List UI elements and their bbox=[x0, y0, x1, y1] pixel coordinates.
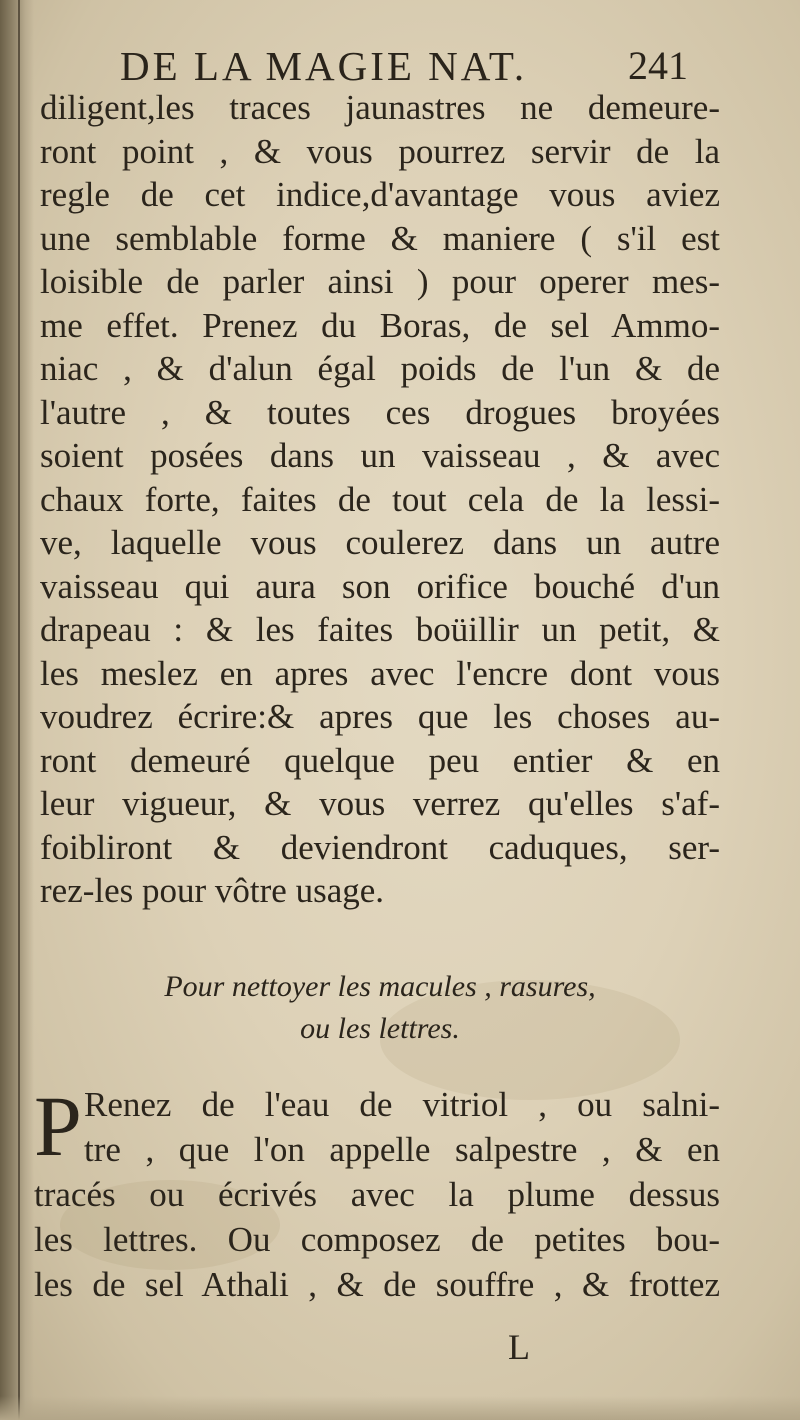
text-line: vaisseau qui aura son orifice bouché d'un bbox=[40, 566, 720, 606]
text-line: voudrez écrire:& apres que les choses au- bbox=[40, 697, 720, 736]
text-line: tre , que l'on appelle salpestre , & en bbox=[84, 1130, 720, 1169]
page-number: 241 bbox=[628, 43, 688, 88]
text-line: Renez de l'eau de vitriol , ou salni- bbox=[84, 1085, 720, 1124]
text-line: rez-les pour vôtre usage. bbox=[40, 871, 385, 910]
text-line: les meslez en apres avec l'encre dont vous bbox=[40, 653, 720, 693]
text-line: tracés ou écrivés avec la plume dessus bbox=[34, 1175, 720, 1214]
text-line: les de sel Athali , & de souffre , & frottez bbox=[34, 1265, 720, 1304]
text-line: diligent,les traces jaunastres ne demeure- bbox=[40, 88, 720, 127]
text-line: les lettres. Ou composez de petites bou- bbox=[34, 1220, 720, 1259]
text-line: chaux forte, faites de tout cela de la lessi- bbox=[40, 479, 720, 519]
text-line: foibliront & deviendront caduques, ser- bbox=[40, 827, 720, 867]
text-line: niac , & d'alun égal poids de l'un & de bbox=[40, 349, 720, 388]
section-heading bbox=[40, 966, 720, 1050]
text-line: leur vigueur, & vous verrez qu'elles s'af- bbox=[40, 784, 720, 823]
page-gutter bbox=[0, 0, 34, 1420]
text-line: drapeau : & les faites boüillir un petit, & bbox=[40, 610, 720, 649]
running-head: DE LA MAGIE NAT. bbox=[120, 43, 528, 89]
second-paragraph bbox=[34, 1078, 720, 1307]
text-line: ront demeuré quelque peu entier & en bbox=[40, 740, 720, 780]
binding-edge bbox=[18, 0, 20, 1420]
catchword: L bbox=[508, 1327, 530, 1367]
text-line: me effet. Prenez du Boras, de sel Ammo- bbox=[40, 305, 720, 345]
text-line: ront point , & vous pourrez servir de la bbox=[40, 131, 720, 171]
heading-line: Pour nettoyer les macules , rasures, bbox=[164, 970, 596, 1003]
text-line: loisible de parler ainsi ) pour operer mes- bbox=[40, 262, 720, 301]
page-bottom-edge bbox=[0, 1396, 800, 1420]
text-line: regle de cet indice,d'avantage vous aviez bbox=[40, 175, 720, 214]
body-paragraph bbox=[40, 86, 720, 913]
text-line: soient posées dans un vaisseau , & avec bbox=[40, 436, 720, 475]
text-line: une semblable forme & maniere ( s'il est bbox=[40, 218, 720, 258]
text-line: ve, laquelle vous coulerez dans un autre bbox=[40, 523, 720, 562]
text-line: l'autre , & toutes ces drogues broyées bbox=[40, 392, 720, 432]
heading-line: ou les lettres. bbox=[300, 1012, 460, 1045]
drop-cap: P bbox=[34, 1078, 82, 1174]
